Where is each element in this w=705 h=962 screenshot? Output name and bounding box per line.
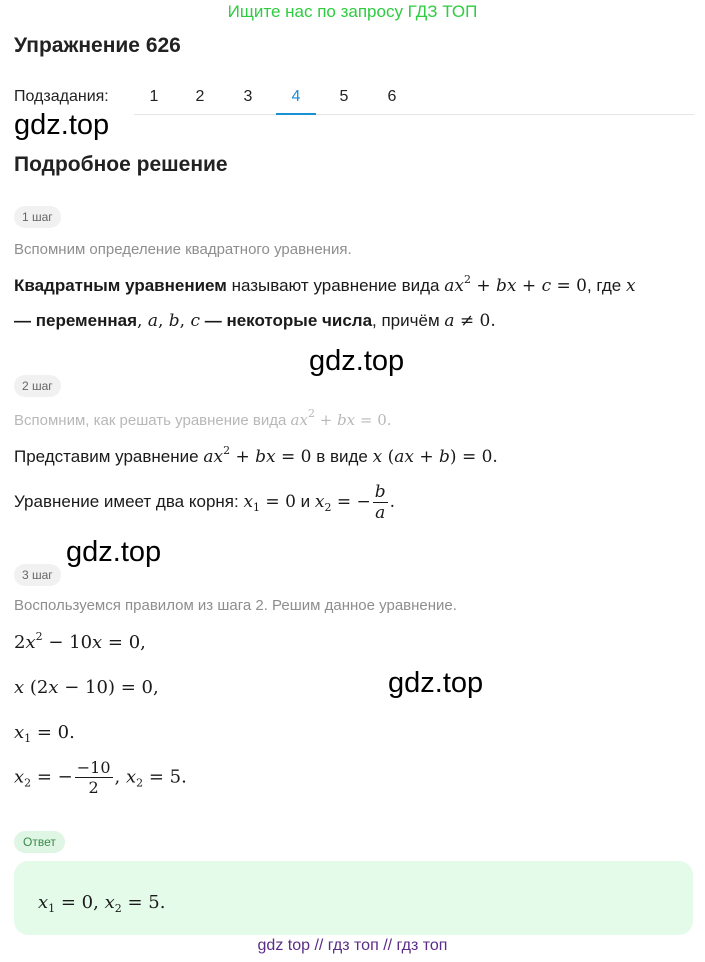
step-3-badge: 3 шаг — [14, 564, 61, 586]
watermark: gdz.top — [66, 536, 162, 568]
footer-links[interactable]: gdz top // гдз топ // гдз топ — [257, 937, 448, 954]
equation-line-3: $x_1 = 0$. — [14, 722, 75, 745]
tab-1[interactable]: 1 — [149, 88, 159, 105]
tab-6[interactable]: 6 — [387, 88, 397, 105]
promo-text: Ищите нас по запросу ГДЗ ТОП — [227, 2, 478, 21]
active-tab-indicator — [276, 113, 316, 115]
answer-badge: Ответ — [14, 831, 65, 853]
step-1-hint: Вспомним определение квадратного уравнения. — [14, 241, 352, 258]
step-2-hint: Вспомним, как решать уравнение вида $ax^2$ + bx = 0. — [14, 407, 392, 429]
tab-3[interactable]: 3 — [243, 88, 253, 105]
tabs-divider — [134, 114, 694, 115]
subtasks-label: Подзадания: — [14, 88, 109, 105]
tab-2[interactable]: 2 — [195, 88, 205, 105]
step-1-definition-line1: Квадратным уравнением называют уравнение вида $ax^2$ + bx + c = 0, где x — [14, 273, 636, 296]
solution-title: Подробное решение — [14, 153, 228, 176]
step-1-badge: 1 шаг — [14, 206, 61, 228]
term-quadratic: Квадратным уравнением — [14, 276, 227, 295]
watermark: gdz.top — [309, 345, 405, 377]
step-1-definition-line2: — переменная, a, b, c — некоторые числа, причём a ≠ 0. — [14, 311, 496, 331]
equation-line-4: $x_2$ = − $\frac{-10}{2}$ , $x_2 = 5$. — [14, 758, 187, 797]
step-2-roots-line: Уравнение имеет два корня: $x_1 = 0$ и $x_2$ = − $\frac{b}{a}$ . — [14, 482, 396, 523]
equation-line-1: $2x^2 - 10x = 0$, — [14, 630, 146, 653]
definition-text: называют уравнение вида — [226, 276, 445, 295]
answer-text: $x_1 = 0$, $x_2 = 5$. — [38, 892, 166, 915]
watermark: gdz.top — [14, 109, 110, 141]
step-3-hint: Воспользуемся правилом из шага 2. Решим данное уравнение. — [14, 597, 457, 614]
step-2-badge: 2 шаг — [14, 375, 61, 397]
definition-text-3: , причём — [372, 311, 445, 330]
definition-text-2: , где — [586, 276, 626, 295]
page-title: Упражнение 626 — [14, 34, 181, 57]
tab-4[interactable]: 4 — [291, 88, 301, 105]
step-2-factor-line: Представим уравнение $ax^2$ + bx = 0 в виде x (ax + b) = 0. — [14, 444, 498, 467]
watermark: gdz.top — [388, 667, 484, 699]
term-numbers: — некоторые числа — [200, 311, 373, 330]
equation-line-2: x (2x − 10) = 0, — [14, 677, 159, 698]
term-variable: — переменная — [14, 311, 138, 330]
tab-5[interactable]: 5 — [339, 88, 349, 105]
